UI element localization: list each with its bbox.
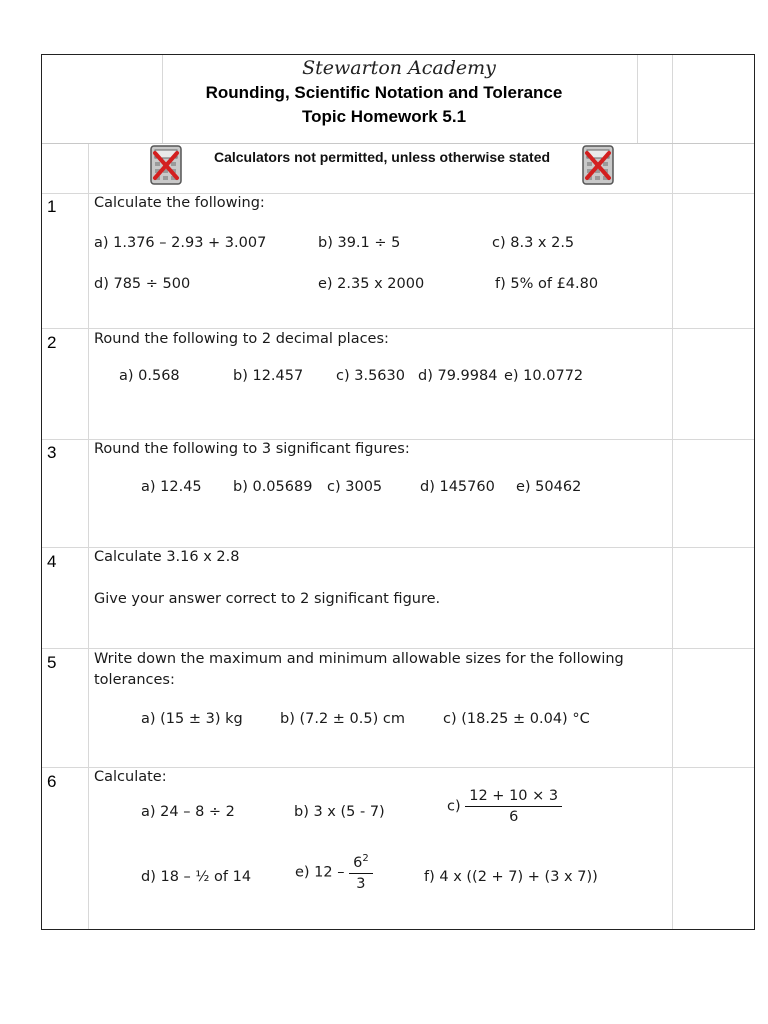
question-prompt: Round the following to 2 decimal places: — [94, 331, 389, 347]
question-part: c) (18.25 ± 0.04) °C — [443, 711, 590, 727]
school-name: Stewarton Academy — [302, 57, 496, 79]
question-prompt: Calculate: — [94, 769, 167, 785]
question-prompt: Calculate the following: — [94, 195, 265, 211]
question-part: a) 12.45 — [141, 479, 202, 495]
question-instruction: Give your answer correct to 2 significant figure. — [94, 591, 441, 607]
question-part: a) 0.568 — [119, 368, 180, 384]
fraction-numerator: $6^2$ — [349, 853, 373, 874]
fraction-numerator: 12 + 10 × 3 — [465, 788, 562, 807]
question-number: 2 — [47, 333, 57, 352]
grid-line — [42, 767, 754, 768]
question-part: c) 3.5630 — [336, 368, 405, 384]
fraction-denominator: 6 — [509, 809, 519, 825]
question-part: e) 10.0772 — [504, 368, 584, 384]
question-part-fraction: c) $\frac{12 + 10 \times 3}{6}$ — [447, 788, 562, 825]
grid-line — [42, 648, 754, 649]
worksheet-subtitle: Topic Homework 5.1 — [301, 107, 467, 126]
question-part: b) 3 x (5 - 7) — [294, 804, 385, 820]
grid-line — [42, 193, 754, 194]
question-part: b) 0.05689 — [233, 479, 313, 495]
question-part: f) 4 x ((2 + 7) + (3 x 7)) — [424, 869, 598, 885]
question-part: e) 2.35 x 2000 — [318, 276, 425, 292]
question-part: c) 8.3 x 2.5 — [492, 235, 575, 251]
question-part: b) (7.2 ± 0.5) cm — [280, 711, 405, 727]
question-part: f) 5% of £4.80 — [495, 276, 599, 292]
grid-line — [42, 328, 754, 329]
question-part-fraction: e) 12 – $\frac{6^2}{3}$ — [295, 853, 373, 892]
calculator-notice: Calculators not permitted, unless otherwise stated — [213, 149, 551, 165]
no-calculator-icon — [582, 145, 614, 189]
grid-line — [42, 547, 754, 548]
question-prompt: Calculate 3.16 x 2.8 — [94, 549, 240, 565]
no-calculator-icon — [150, 145, 182, 189]
fraction-denominator: 3 — [356, 875, 366, 892]
question-number: 1 — [47, 197, 57, 216]
question-prompt: Write down the maximum and minimum allowable sizes for the following — [94, 651, 624, 667]
grid-line — [88, 143, 89, 929]
question-part: d) 18 – ½ of 14 — [141, 869, 252, 885]
question-prompt: Round the following to 3 significant figures: — [94, 441, 410, 457]
question-part: a) (15 ± 3) kg — [141, 711, 243, 727]
question-number: 4 — [47, 552, 57, 571]
question-part: d) 79.9984 — [418, 368, 498, 384]
worksheet-title: Rounding, Scientific Notation and Tolerance — [205, 83, 563, 102]
question-part: a) 24 – 8 ÷ 2 — [141, 804, 235, 820]
question-part: d) 145760 — [420, 479, 495, 495]
grid-line — [672, 55, 673, 929]
question-part: a) 1.376 – 2.93 + 3.007 — [94, 235, 267, 251]
question-part: b) 12.457 — [233, 368, 304, 384]
question-part: d) 785 ÷ 500 — [94, 276, 191, 292]
question-part: b) 39.1 ÷ 5 — [318, 235, 401, 251]
question-number: 3 — [47, 443, 57, 462]
question-number: 6 — [47, 772, 57, 791]
question-part: c) 3005 — [327, 479, 383, 495]
question-part: e) 50462 — [516, 479, 582, 495]
grid-line — [42, 143, 754, 144]
grid-line — [42, 439, 754, 440]
worksheet — [41, 54, 755, 930]
question-prompt: tolerances: — [94, 672, 175, 688]
question-number: 5 — [47, 653, 57, 672]
